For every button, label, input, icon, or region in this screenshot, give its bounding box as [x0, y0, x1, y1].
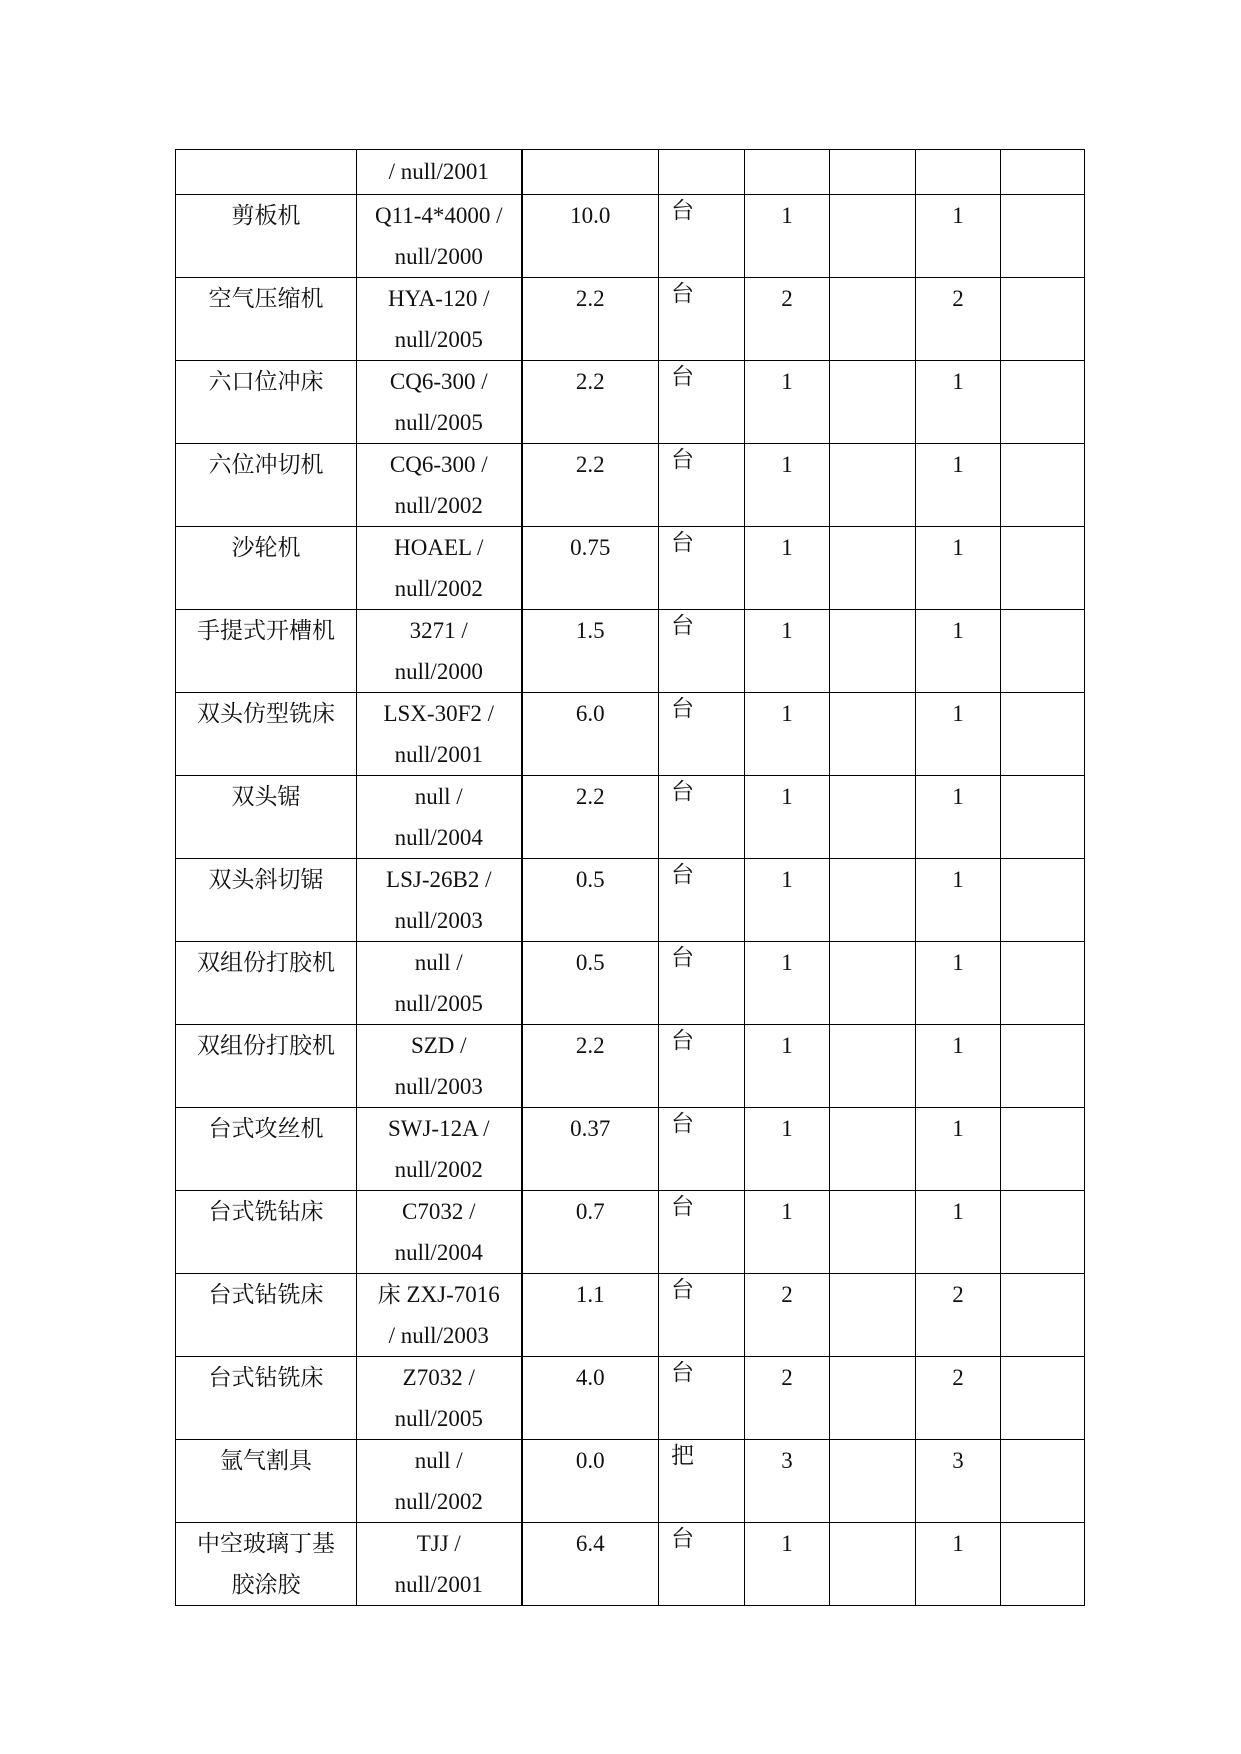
blank-cell — [830, 693, 916, 776]
blank-cell — [830, 444, 916, 527]
table-row — [176, 859, 1085, 942]
table-row — [176, 1191, 1085, 1274]
total-cell: 1 — [916, 693, 1001, 776]
table-row — [176, 527, 1085, 610]
model-cell-line: LSX-30F2 / — [383, 701, 495, 726]
note-cell — [1001, 527, 1085, 610]
power-cell: 0.5 — [522, 942, 659, 1025]
model-cell-line: null/2003 — [394, 908, 483, 933]
name-cell-line: 双头仿型铣床 — [197, 701, 335, 726]
total-cell: 1 — [916, 195, 1001, 278]
table-row — [176, 1025, 1085, 1108]
note-cell — [1001, 942, 1085, 1025]
blank-cell — [830, 1357, 916, 1440]
name-cell — [176, 942, 357, 1025]
name-cell — [176, 1357, 357, 1440]
name-cell-line: 双头斜切锯 — [208, 867, 324, 892]
model-cell — [357, 1108, 522, 1191]
model-cell — [357, 610, 522, 693]
model-cell-line: null/2000 — [394, 659, 483, 684]
table-row — [176, 610, 1085, 693]
total-cell: 1 — [916, 1025, 1001, 1108]
qty-cell: 2 — [745, 1274, 830, 1357]
qty-cell: 1 — [745, 1191, 830, 1274]
unit-cell: 台 — [659, 1191, 745, 1274]
table-row — [176, 150, 1085, 195]
unit-cell: 台 — [659, 859, 745, 942]
name-cell — [176, 693, 357, 776]
note-cell — [1001, 150, 1085, 195]
model-cell — [357, 361, 522, 444]
qty-cell: 1 — [745, 859, 830, 942]
unit-cell — [659, 150, 745, 195]
model-cell-line: null / — [414, 950, 463, 975]
note-cell — [1001, 693, 1085, 776]
unit-cell: 台 — [659, 278, 745, 361]
table-row — [176, 1357, 1085, 1440]
blank-cell — [830, 278, 916, 361]
name-cell — [176, 527, 357, 610]
model-cell: / null/2001 — [357, 150, 522, 195]
table-row — [176, 1523, 1085, 1606]
note-cell — [1001, 1108, 1085, 1191]
name-cell-line: 台式钻铣床 — [208, 1282, 324, 1307]
model-cell-line: null/2005 — [394, 327, 483, 352]
name-cell — [176, 1025, 357, 1108]
blank-cell — [830, 610, 916, 693]
name-cell-line: 胶涂胶 — [231, 1572, 301, 1597]
blank-cell — [830, 1025, 916, 1108]
model-cell-line: SZD / — [410, 1033, 467, 1058]
model-cell-line: 3271 / — [409, 618, 468, 643]
qty-cell: 1 — [745, 527, 830, 610]
unit-cell: 台 — [659, 1357, 745, 1440]
power-cell: 1.5 — [522, 610, 659, 693]
model-cell-line: null/2004 — [394, 825, 483, 850]
model-cell — [357, 195, 522, 278]
total-cell: 1 — [916, 942, 1001, 1025]
blank-cell — [830, 942, 916, 1025]
qty-cell: 1 — [745, 693, 830, 776]
unit-cell: 台 — [659, 693, 745, 776]
blank-cell — [830, 361, 916, 444]
model-cell-line: null/2001 — [394, 742, 483, 767]
table-row — [176, 1440, 1085, 1523]
total-cell: 1 — [916, 610, 1001, 693]
total-cell: 2 — [916, 278, 1001, 361]
name-cell-line: 空气压缩机 — [208, 286, 324, 311]
table-row — [176, 361, 1085, 444]
name-cell-line: 双头锯 — [231, 784, 301, 809]
blank-cell — [830, 1191, 916, 1274]
blank-cell — [830, 1440, 916, 1523]
total-cell: 1 — [916, 1108, 1001, 1191]
note-cell — [1001, 1523, 1085, 1606]
model-cell — [357, 444, 522, 527]
power-cell: 10.0 — [522, 195, 659, 278]
note-cell — [1001, 1274, 1085, 1357]
model-cell-line: null/2002 — [394, 1157, 483, 1182]
power-cell: 0.5 — [522, 859, 659, 942]
power-cell: 4.0 — [522, 1357, 659, 1440]
power-cell: 0.75 — [522, 527, 659, 610]
qty-cell: 3 — [745, 1440, 830, 1523]
qty-cell: 1 — [745, 610, 830, 693]
qty-cell: 2 — [745, 278, 830, 361]
model-cell — [357, 693, 522, 776]
name-cell — [176, 278, 357, 361]
table-row — [176, 776, 1085, 859]
blank-cell — [830, 150, 916, 195]
model-cell-line: null/2004 — [394, 1240, 483, 1265]
table-row — [176, 1274, 1085, 1357]
name-cell-line: 六口位冲床 — [208, 369, 324, 394]
note-cell — [1001, 776, 1085, 859]
total-cell: 3 — [916, 1440, 1001, 1523]
name-cell — [176, 610, 357, 693]
qty-cell: 1 — [745, 1108, 830, 1191]
name-cell-line: 手提式开槽机 — [197, 618, 335, 643]
model-cell-line: CQ6-300 / — [389, 452, 488, 477]
total-cell: 1 — [916, 1523, 1001, 1606]
blank-cell — [830, 1108, 916, 1191]
name-cell — [176, 776, 357, 859]
model-cell-line: null/2005 — [394, 991, 483, 1016]
model-cell-line: null / — [414, 1448, 463, 1473]
name-cell — [176, 1523, 357, 1606]
model-cell-line: null/2005 — [394, 1406, 483, 1431]
model-cell-line: LSJ-26B2 / — [386, 867, 492, 892]
power-cell: 0.37 — [522, 1108, 659, 1191]
qty-cell: 1 — [745, 942, 830, 1025]
unit-cell: 台 — [659, 942, 745, 1025]
note-cell — [1001, 610, 1085, 693]
unit-cell: 台 — [659, 527, 745, 610]
model-cell — [357, 942, 522, 1025]
unit-cell: 台 — [659, 195, 745, 278]
total-cell: 1 — [916, 361, 1001, 444]
name-cell — [176, 444, 357, 527]
unit-cell: 台 — [659, 1274, 745, 1357]
total-cell: 1 — [916, 444, 1001, 527]
name-cell-line: 中空玻璃丁基 — [197, 1531, 335, 1556]
qty-cell: 1 — [745, 195, 830, 278]
unit-cell: 台 — [659, 361, 745, 444]
name-cell — [176, 195, 357, 278]
unit-cell: 台 — [659, 1108, 745, 1191]
name-cell — [176, 1108, 357, 1191]
power-cell: 6.4 — [522, 1523, 659, 1606]
qty-cell: 1 — [745, 361, 830, 444]
name-cell-line: 台式钻铣床 — [208, 1365, 324, 1390]
model-cell-line: HOAEL / — [394, 535, 484, 560]
name-cell-line: 双组份打胶机 — [197, 950, 335, 975]
total-cell: 2 — [916, 1274, 1001, 1357]
name-cell-line: 沙轮机 — [231, 535, 301, 560]
model-cell-line: null/2002 — [394, 576, 483, 601]
power-cell: 1.1 — [522, 1274, 659, 1357]
qty-cell: 2 — [745, 1357, 830, 1440]
model-cell-line: null/2003 — [394, 1074, 483, 1099]
name-cell-line: 六位冲切机 — [208, 452, 324, 477]
model-cell-line: null/2002 — [394, 1489, 483, 1514]
blank-cell — [830, 195, 916, 278]
model-cell-line: null/2002 — [394, 493, 483, 518]
qty-cell: 1 — [745, 1025, 830, 1108]
note-cell — [1001, 1191, 1085, 1274]
model-cell-line: HYA-120 / — [387, 286, 490, 311]
name-cell — [176, 1440, 357, 1523]
name-cell — [176, 361, 357, 444]
name-cell — [176, 1274, 357, 1357]
table-row — [176, 444, 1085, 527]
equipment-table — [175, 149, 1085, 1606]
note-cell — [1001, 444, 1085, 527]
name-cell-line: 双组份打胶机 — [197, 1033, 335, 1058]
total-cell: 2 — [916, 1357, 1001, 1440]
note-cell — [1001, 1357, 1085, 1440]
model-cell — [357, 1440, 522, 1523]
total-cell: 1 — [916, 1191, 1001, 1274]
blank-cell — [830, 527, 916, 610]
name-cell-line: 剪板机 — [231, 203, 301, 228]
model-cell — [357, 776, 522, 859]
model-cell-line: CQ6-300 / — [389, 369, 488, 394]
table-row — [176, 693, 1085, 776]
power-cell: 2.2 — [522, 444, 659, 527]
qty-cell: 1 — [745, 444, 830, 527]
table-row — [176, 1108, 1085, 1191]
qty-cell: 1 — [745, 1523, 830, 1606]
model-cell — [357, 278, 522, 361]
total-cell — [916, 150, 1001, 195]
model-cell-line: null/2005 — [394, 410, 483, 435]
blank-cell — [830, 1274, 916, 1357]
qty-cell: 1 — [745, 776, 830, 859]
unit-cell: 台 — [659, 1523, 745, 1606]
unit-cell: 台 — [659, 776, 745, 859]
table-row — [176, 942, 1085, 1025]
power-cell: 6.0 — [522, 693, 659, 776]
note-cell — [1001, 278, 1085, 361]
model-cell-line: 床 ZXJ-7016 — [377, 1282, 500, 1307]
note-cell — [1001, 859, 1085, 942]
power-cell: 0.0 — [522, 1440, 659, 1523]
power-cell: 2.2 — [522, 1025, 659, 1108]
model-cell — [357, 1357, 522, 1440]
model-cell-line: C7032 / — [402, 1199, 476, 1224]
model-cell-line: SWJ-12A / — [387, 1116, 490, 1141]
unit-cell: 台 — [659, 444, 745, 527]
name-cell-line: 台式攻丝机 — [208, 1116, 324, 1141]
unit-cell: 台 — [659, 610, 745, 693]
total-cell: 1 — [916, 776, 1001, 859]
name-cell — [176, 859, 357, 942]
blank-cell — [830, 776, 916, 859]
model-cell — [357, 527, 522, 610]
model-cell-line: null/2000 — [394, 244, 483, 269]
name-cell — [176, 1191, 357, 1274]
model-cell-line: Z7032 / — [402, 1365, 475, 1390]
note-cell — [1001, 361, 1085, 444]
power-cell: 2.2 — [522, 361, 659, 444]
model-cell — [357, 1025, 522, 1108]
total-cell: 1 — [916, 859, 1001, 942]
model-cell-line: null/2001 — [394, 1572, 483, 1597]
power-cell: 2.2 — [522, 278, 659, 361]
power-cell: 0.7 — [522, 1191, 659, 1274]
note-cell — [1001, 1025, 1085, 1108]
model-cell-line: TJJ / — [416, 1531, 461, 1556]
table-row — [176, 195, 1085, 278]
note-cell — [1001, 195, 1085, 278]
unit-cell: 把 — [659, 1440, 745, 1523]
model-cell-line: Q11-4*4000 / — [374, 203, 503, 228]
unit-cell: 台 — [659, 1025, 745, 1108]
model-cell-line: / null/2003 — [388, 1323, 489, 1348]
total-cell: 1 — [916, 527, 1001, 610]
name-cell-line: 台式铣钻床 — [208, 1199, 324, 1224]
power-cell — [522, 150, 659, 195]
power-cell: 2.2 — [522, 776, 659, 859]
name-cell-line: 氩气割具 — [220, 1448, 312, 1473]
model-cell — [357, 859, 522, 942]
model-cell — [357, 1191, 522, 1274]
model-cell — [357, 1274, 522, 1357]
table-row — [176, 278, 1085, 361]
blank-cell — [830, 1523, 916, 1606]
model-cell-line: null / — [414, 784, 463, 809]
name-cell — [176, 150, 357, 195]
blank-cell — [830, 859, 916, 942]
qty-cell — [745, 150, 830, 195]
model-cell — [357, 1523, 522, 1606]
note-cell — [1001, 1440, 1085, 1523]
